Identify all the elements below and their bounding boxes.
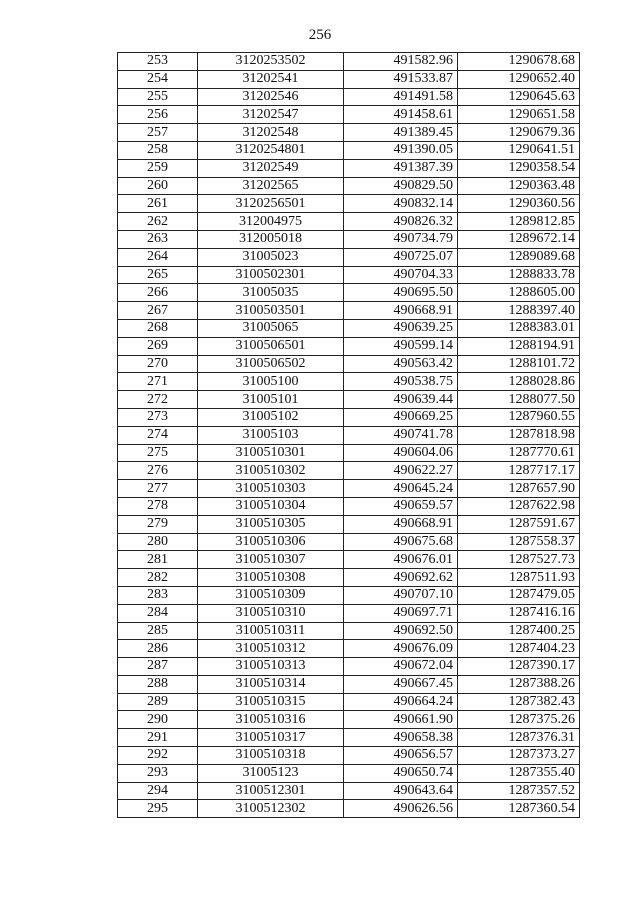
table-row <box>118 391 580 409</box>
x-coordinate-cell: 490697.71 <box>344 604 458 622</box>
x-coordinate-cell: 490832.14 <box>344 195 458 213</box>
table-row <box>118 480 580 498</box>
x-coordinate-cell: 491533.87 <box>344 70 458 88</box>
y-coordinate-cell: 1287416.16 <box>458 604 580 622</box>
table-row <box>118 230 580 248</box>
row-number-cell: 261 <box>118 195 198 213</box>
point-code-cell: 31005102 <box>198 408 344 426</box>
x-coordinate-cell: 491387.39 <box>344 159 458 177</box>
y-coordinate-cell: 1287717.17 <box>458 462 580 480</box>
x-coordinate-cell: 490650.74 <box>344 764 458 782</box>
point-code-cell: 3100510317 <box>198 729 344 747</box>
y-coordinate-cell: 1288028.86 <box>458 373 580 391</box>
x-coordinate-cell: 490626.56 <box>344 800 458 818</box>
x-coordinate-cell: 490538.75 <box>344 373 458 391</box>
point-code-cell: 31202565 <box>198 177 344 195</box>
point-code-cell: 3100510312 <box>198 640 344 658</box>
y-coordinate-cell: 1290645.63 <box>458 88 580 106</box>
x-coordinate-cell: 491389.45 <box>344 124 458 142</box>
x-coordinate-cell: 490675.68 <box>344 533 458 551</box>
y-coordinate-cell: 1289812.85 <box>458 213 580 231</box>
table-row <box>118 124 580 142</box>
x-coordinate-cell: 491582.96 <box>344 53 458 71</box>
point-code-cell: 3100510314 <box>198 675 344 693</box>
y-coordinate-cell: 1287400.25 <box>458 622 580 640</box>
x-coordinate-cell: 490692.62 <box>344 569 458 587</box>
point-code-cell: 3100510315 <box>198 693 344 711</box>
x-coordinate-cell: 490676.01 <box>344 551 458 569</box>
row-number-cell: 260 <box>118 177 198 195</box>
row-number-cell: 286 <box>118 640 198 658</box>
x-coordinate-cell: 490667.45 <box>344 675 458 693</box>
row-number-cell: 282 <box>118 569 198 587</box>
x-coordinate-cell: 491458.61 <box>344 106 458 124</box>
x-coordinate-cell: 490661.90 <box>344 711 458 729</box>
point-code-cell: 31202549 <box>198 159 344 177</box>
y-coordinate-cell: 1288077.50 <box>458 391 580 409</box>
row-number-cell: 279 <box>118 515 198 533</box>
point-code-cell: 3100510301 <box>198 444 344 462</box>
point-code-cell: 3100510313 <box>198 658 344 676</box>
point-code-cell: 3100510305 <box>198 515 344 533</box>
y-coordinate-cell: 1290651.58 <box>458 106 580 124</box>
x-coordinate-cell: 490676.09 <box>344 640 458 658</box>
table-row <box>118 53 580 71</box>
coordinates-table <box>117 52 580 818</box>
row-number-cell: 268 <box>118 319 198 337</box>
y-coordinate-cell: 1289089.68 <box>458 248 580 266</box>
point-code-cell: 31202546 <box>198 88 344 106</box>
y-coordinate-cell: 1287357.52 <box>458 782 580 800</box>
y-coordinate-cell: 1287382.43 <box>458 693 580 711</box>
table-row <box>118 675 580 693</box>
row-number-cell: 254 <box>118 70 198 88</box>
table-row <box>118 693 580 711</box>
table-row <box>118 319 580 337</box>
x-coordinate-cell: 490741.78 <box>344 426 458 444</box>
row-number-cell: 271 <box>118 373 198 391</box>
table-row <box>118 248 580 266</box>
x-coordinate-cell: 490645.24 <box>344 480 458 498</box>
table-row <box>118 444 580 462</box>
table-row <box>118 586 580 604</box>
point-code-cell: 3100510316 <box>198 711 344 729</box>
row-number-cell: 283 <box>118 586 198 604</box>
row-number-cell: 295 <box>118 800 198 818</box>
y-coordinate-cell: 1287376.31 <box>458 729 580 747</box>
table-row <box>118 800 580 818</box>
point-code-cell: 3100510310 <box>198 604 344 622</box>
table-row <box>118 640 580 658</box>
point-code-cell: 312004975 <box>198 213 344 231</box>
y-coordinate-cell: 1287591.67 <box>458 515 580 533</box>
x-coordinate-cell: 490656.57 <box>344 747 458 765</box>
table-row <box>118 70 580 88</box>
y-coordinate-cell: 1290641.51 <box>458 141 580 159</box>
table-row <box>118 658 580 676</box>
y-coordinate-cell: 1287479.05 <box>458 586 580 604</box>
table-row <box>118 747 580 765</box>
point-code-cell: 3100512301 <box>198 782 344 800</box>
table-row <box>118 177 580 195</box>
point-code-cell: 3120253502 <box>198 53 344 71</box>
point-code-cell: 312005018 <box>198 230 344 248</box>
table-row <box>118 462 580 480</box>
point-code-cell: 3120254801 <box>198 141 344 159</box>
point-code-cell: 31202541 <box>198 70 344 88</box>
table-row <box>118 764 580 782</box>
x-coordinate-cell: 490643.64 <box>344 782 458 800</box>
table-row <box>118 729 580 747</box>
table-row <box>118 373 580 391</box>
table-row <box>118 302 580 320</box>
point-code-cell: 3100510307 <box>198 551 344 569</box>
table-row <box>118 337 580 355</box>
x-coordinate-cell: 490664.24 <box>344 693 458 711</box>
y-coordinate-cell: 1287960.55 <box>458 408 580 426</box>
y-coordinate-cell: 1287527.73 <box>458 551 580 569</box>
x-coordinate-cell: 490669.25 <box>344 408 458 426</box>
row-number-cell: 275 <box>118 444 198 462</box>
x-coordinate-cell: 490639.44 <box>344 391 458 409</box>
y-coordinate-cell: 1290679.36 <box>458 124 580 142</box>
x-coordinate-cell: 491491.58 <box>344 88 458 106</box>
x-coordinate-cell: 490658.38 <box>344 729 458 747</box>
x-coordinate-cell: 490695.50 <box>344 284 458 302</box>
point-code-cell: 31005123 <box>198 764 344 782</box>
row-number-cell: 270 <box>118 355 198 373</box>
y-coordinate-cell: 1287360.54 <box>458 800 580 818</box>
table-row <box>118 408 580 426</box>
y-coordinate-cell: 1287818.98 <box>458 426 580 444</box>
row-number-cell: 280 <box>118 533 198 551</box>
x-coordinate-cell: 490734.79 <box>344 230 458 248</box>
row-number-cell: 265 <box>118 266 198 284</box>
x-coordinate-cell: 490563.42 <box>344 355 458 373</box>
y-coordinate-cell: 1287622.98 <box>458 497 580 515</box>
row-number-cell: 267 <box>118 302 198 320</box>
row-number-cell: 263 <box>118 230 198 248</box>
table-row <box>118 551 580 569</box>
row-number-cell: 274 <box>118 426 198 444</box>
x-coordinate-cell: 490622.27 <box>344 462 458 480</box>
y-coordinate-cell: 1288194.91 <box>458 337 580 355</box>
y-coordinate-cell: 1290360.56 <box>458 195 580 213</box>
point-code-cell: 3100503501 <box>198 302 344 320</box>
y-coordinate-cell: 1288383.01 <box>458 319 580 337</box>
point-code-cell: 31202548 <box>198 124 344 142</box>
row-number-cell: 257 <box>118 124 198 142</box>
x-coordinate-cell: 490692.50 <box>344 622 458 640</box>
row-number-cell: 288 <box>118 675 198 693</box>
row-number-cell: 276 <box>118 462 198 480</box>
row-number-cell: 284 <box>118 604 198 622</box>
point-code-cell: 3100510306 <box>198 533 344 551</box>
row-number-cell: 266 <box>118 284 198 302</box>
y-coordinate-cell: 1287657.90 <box>458 480 580 498</box>
row-number-cell: 281 <box>118 551 198 569</box>
x-coordinate-cell: 490604.06 <box>344 444 458 462</box>
point-code-cell: 31005065 <box>198 319 344 337</box>
table-row <box>118 533 580 551</box>
row-number-cell: 262 <box>118 213 198 231</box>
y-coordinate-cell: 1287373.27 <box>458 747 580 765</box>
point-code-cell: 31005035 <box>198 284 344 302</box>
table-row <box>118 622 580 640</box>
x-coordinate-cell: 490668.91 <box>344 515 458 533</box>
point-code-cell: 31005100 <box>198 373 344 391</box>
row-number-cell: 285 <box>118 622 198 640</box>
point-code-cell: 31202547 <box>198 106 344 124</box>
row-number-cell: 289 <box>118 693 198 711</box>
row-number-cell: 272 <box>118 391 198 409</box>
point-code-cell: 3100506502 <box>198 355 344 373</box>
y-coordinate-cell: 1287558.37 <box>458 533 580 551</box>
y-coordinate-cell: 1290652.40 <box>458 70 580 88</box>
point-code-cell: 3100510311 <box>198 622 344 640</box>
x-coordinate-cell: 490725.07 <box>344 248 458 266</box>
point-code-cell: 3100510304 <box>198 497 344 515</box>
x-coordinate-cell: 490672.04 <box>344 658 458 676</box>
y-coordinate-cell: 1290678.68 <box>458 53 580 71</box>
table-row <box>118 195 580 213</box>
x-coordinate-cell: 490599.14 <box>344 337 458 355</box>
row-number-cell: 294 <box>118 782 198 800</box>
row-number-cell: 277 <box>118 480 198 498</box>
row-number-cell: 273 <box>118 408 198 426</box>
table-row <box>118 213 580 231</box>
row-number-cell: 278 <box>118 497 198 515</box>
y-coordinate-cell: 1287355.40 <box>458 764 580 782</box>
x-coordinate-cell: 490829.50 <box>344 177 458 195</box>
coordinates-table-body <box>118 53 580 818</box>
x-coordinate-cell: 490704.33 <box>344 266 458 284</box>
x-coordinate-cell: 490639.25 <box>344 319 458 337</box>
row-number-cell: 258 <box>118 141 198 159</box>
row-number-cell: 269 <box>118 337 198 355</box>
x-coordinate-cell: 490659.57 <box>344 497 458 515</box>
table-row <box>118 141 580 159</box>
point-code-cell: 3100510318 <box>198 747 344 765</box>
table-row <box>118 284 580 302</box>
row-number-cell: 291 <box>118 729 198 747</box>
point-code-cell: 3100512302 <box>198 800 344 818</box>
y-coordinate-cell: 1290358.54 <box>458 159 580 177</box>
y-coordinate-cell: 1287404.23 <box>458 640 580 658</box>
row-number-cell: 253 <box>118 53 198 71</box>
y-coordinate-cell: 1288101.72 <box>458 355 580 373</box>
table-row <box>118 159 580 177</box>
y-coordinate-cell: 1289672.14 <box>458 230 580 248</box>
table-row <box>118 355 580 373</box>
x-coordinate-cell: 491390.05 <box>344 141 458 159</box>
table-row <box>118 88 580 106</box>
point-code-cell: 3100506501 <box>198 337 344 355</box>
x-coordinate-cell: 490826.32 <box>344 213 458 231</box>
page-number: 256 <box>308 27 332 43</box>
table-row <box>118 426 580 444</box>
table-row <box>118 569 580 587</box>
y-coordinate-cell: 1288833.78 <box>458 266 580 284</box>
point-code-cell: 3100502301 <box>198 266 344 284</box>
row-number-cell: 256 <box>118 106 198 124</box>
point-code-cell: 3100510308 <box>198 569 344 587</box>
table-row <box>118 106 580 124</box>
x-coordinate-cell: 490707.10 <box>344 586 458 604</box>
x-coordinate-cell: 490668.91 <box>344 302 458 320</box>
point-code-cell: 31005023 <box>198 248 344 266</box>
y-coordinate-cell: 1287770.61 <box>458 444 580 462</box>
point-code-cell: 31005103 <box>198 426 344 444</box>
table-row <box>118 711 580 729</box>
point-code-cell: 3100510303 <box>198 480 344 498</box>
point-code-cell: 31005101 <box>198 391 344 409</box>
row-number-cell: 287 <box>118 658 198 676</box>
table-row <box>118 604 580 622</box>
y-coordinate-cell: 1290363.48 <box>458 177 580 195</box>
y-coordinate-cell: 1287375.26 <box>458 711 580 729</box>
y-coordinate-cell: 1287390.17 <box>458 658 580 676</box>
point-code-cell: 3120256501 <box>198 195 344 213</box>
row-number-cell: 293 <box>118 764 198 782</box>
table-row <box>118 515 580 533</box>
row-number-cell: 255 <box>118 88 198 106</box>
point-code-cell: 3100510302 <box>198 462 344 480</box>
y-coordinate-cell: 1287388.26 <box>458 675 580 693</box>
table-row <box>118 266 580 284</box>
table-row <box>118 782 580 800</box>
row-number-cell: 259 <box>118 159 198 177</box>
point-code-cell: 3100510309 <box>198 586 344 604</box>
y-coordinate-cell: 1288397.40 <box>458 302 580 320</box>
y-coordinate-cell: 1288605.00 <box>458 284 580 302</box>
row-number-cell: 264 <box>118 248 198 266</box>
row-number-cell: 292 <box>118 747 198 765</box>
table-row <box>118 497 580 515</box>
y-coordinate-cell: 1287511.93 <box>458 569 580 587</box>
row-number-cell: 290 <box>118 711 198 729</box>
